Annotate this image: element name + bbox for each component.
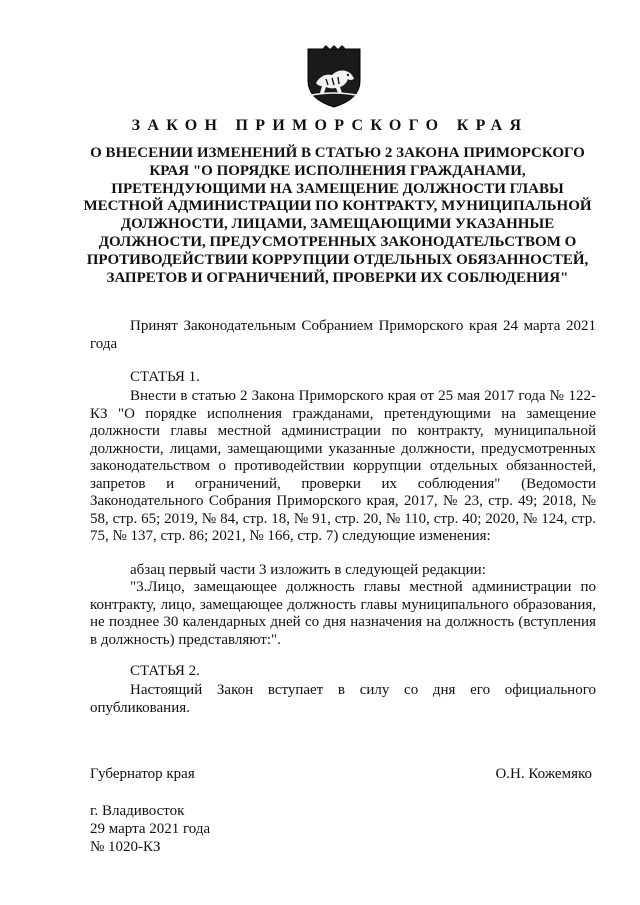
signatory-position: Губернатор края [90,766,195,782]
law-header: ЗАКОН ПРИМОРСКОГО КРАЯ [131,117,529,134]
signatory-name: О.Н. Кожемяко [495,766,592,782]
coat-of-arms-icon [304,45,364,109]
article-2-heading: СТАТЬЯ 2. [130,663,200,679]
footer-date: 29 марта 2021 года [90,821,211,837]
law-title: О ВНЕСЕНИИ ИЗМЕНЕНИЙ В СТАТЬЮ 2 ЗАКОНА ПРИМОРСКОГО КРАЯ "О ПОРЯДКЕ ИСПОЛНЕНИЯ ГРАЖДАНАМИ, ПРЕТЕНДУЮЩИМИ НА ЗАМЕЩЕНИЕ ДОЛЖНОСТИ ГЛАВЫ МЕСТНОЙ АДМИНИСТРАЦИИ ПО КОНТРАКТУ, МУНИЦИПАЛЬНОЙ ДОЛЖНОСТИ, ЛИЦАМИ, ЗАМЕЩАЮЩИМИ УКАЗАННЫЕ ДОЛЖНОСТИ, ПРЕДУСМОТРЕННЫХ ЗАКОНОДАТЕЛЬСТВОМ О ПРОТИВОДЕЙСТВИИ КОРРУПЦИИ ОТДЕЛЬНЫХ ОБЯЗАННОСТЕЙ, ЗАПРЕТОВ И ОГРАНИЧЕНИЙ, ПРОВЕРКИ ИХ СОБЛЮДЕНИЯ" [83,145,592,286]
footer-city: г. Владивосток [90,803,185,819]
article-1-paragraph-3: "3.Лицо, замещающее должность главы местной администрации по контракту, лицо, замещающее должность главы муниципального образования, не позднее 30 календарных дней со дня назначения на должность (вступления в должность) представляют:". [90,579,596,648]
article-2-paragraph-1: Настоящий Закон вступает в силу со дня его официального опубликования. [90,682,596,716]
article-1-paragraph-2: абзац первый части 3 изложить в следующей редакции: [130,562,486,578]
footer-number: № 1020-КЗ [90,839,161,855]
article-1-paragraph-1: Внести в статью 2 Закона Приморского края от 25 мая 2017 года № 122-КЗ "О порядке исполнения гражданами, претендующими на замещение должности главы местной администрации по контракту, муниципальной должности, лицами, замещающими указанные должности, предусмотренных законодательством о противодействии коррупции отдельных обязанностей, запретов и ограничений, проверки их соблюдения" (Ведомости Законодательного Собрания Приморского края, 2017, № 23, стр. 49; 2018, № 58, стр. 65; 2019, № 84, стр. 18, № 91, стр. 20, № 110, стр. 40; 2020, № 124, стр. 75, № 137, стр. 86; 2021, № 166, стр. 7) следующие изменения: [90,388,596,544]
article-1-heading: СТАТЬЯ 1. [130,369,200,385]
adoption-note: Принят Законодательным Собранием Приморского края 24 марта 2021 года [90,318,596,352]
